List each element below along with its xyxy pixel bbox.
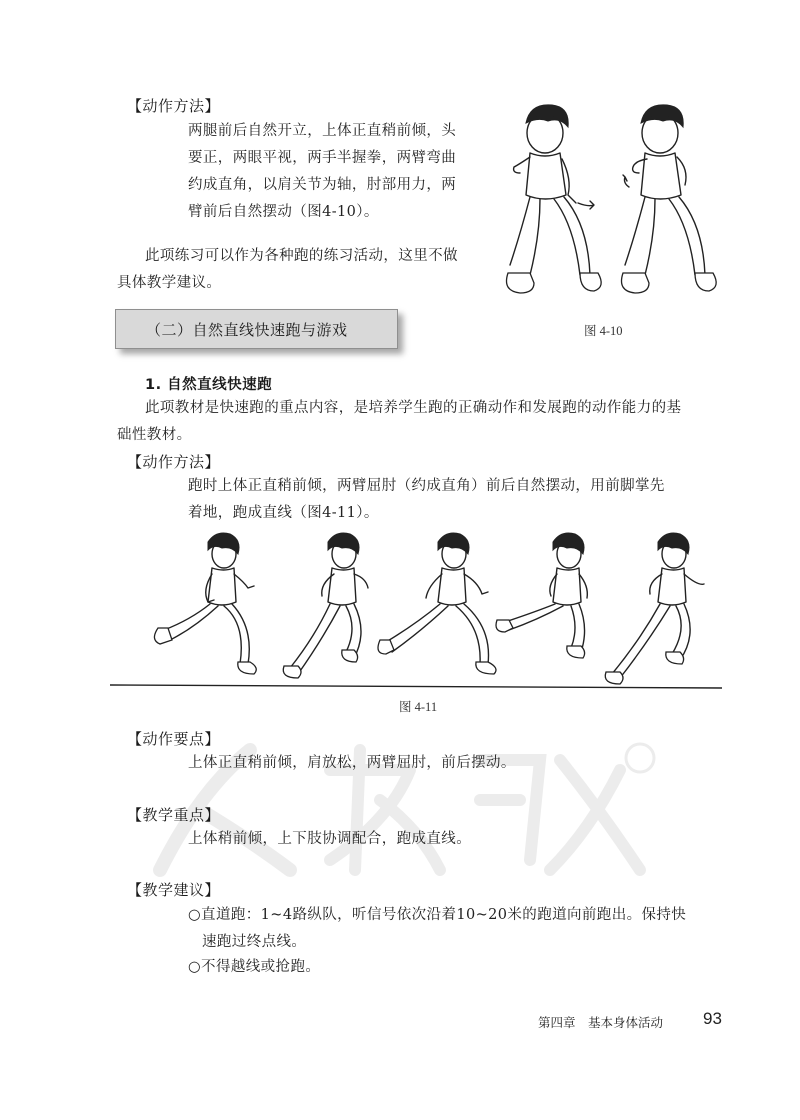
chapter-footer: 第四章 基本身体活动 bbox=[538, 1015, 664, 1030]
method-heading-run: 【动作方法】 bbox=[127, 453, 221, 471]
teaching-focus-heading: 【教学重点】 bbox=[127, 806, 221, 824]
section-title-box: （二）自然直线快速跑与游戏 bbox=[115, 309, 398, 349]
subsection-intro bbox=[117, 395, 737, 449]
standing-child-1 bbox=[507, 105, 602, 293]
text-line: 此项教材是快速跑的重点内容，是培养学生跑的正确动作和发展跑的动作能力的基 bbox=[145, 400, 682, 416]
note-paragraph bbox=[117, 243, 487, 297]
text-line: 速跑过终点线。 bbox=[202, 934, 307, 950]
runner-3 bbox=[378, 533, 496, 674]
ground-line bbox=[110, 685, 722, 688]
text-line: 具体教学建议。 bbox=[117, 275, 222, 291]
method-heading-top: 【动作方法】 bbox=[127, 97, 221, 115]
key-points-text: 上体正直稍前倾，肩放松，两臂屈肘，前后摆动。 bbox=[188, 755, 516, 771]
runner-4 bbox=[496, 533, 587, 658]
text-line: 要正，两眼平视，两手半握拳，两臂弯曲 bbox=[188, 150, 457, 166]
runner-1 bbox=[154, 533, 256, 674]
page-number: 93 bbox=[703, 1009, 722, 1028]
key-points-heading: 【动作要点】 bbox=[127, 730, 221, 748]
text-line: ○直道跑：1~4路纵队，听信号依次沿着10~20米的跑道向前跑出。保持快 bbox=[188, 907, 687, 923]
text-line: 着地，跑成直线（图4-11）。 bbox=[188, 505, 379, 521]
figure-4-10-caption: 图 4-10 bbox=[584, 324, 623, 338]
figure-4-11-running-sequence-illustration bbox=[110, 528, 725, 693]
text-line: 跑时上体正直稍前倾，两臂屈肘（约成直角）前后自然摆动，用前脚掌先 bbox=[188, 478, 665, 494]
standing-child-2 bbox=[622, 105, 717, 293]
teaching-suggestions-heading: 【教学建议】 bbox=[127, 881, 221, 899]
text-line: 础性教材。 bbox=[117, 427, 192, 443]
figure-4-10-arm-swing-illustration bbox=[490, 95, 725, 315]
text-line: 约成直角，以肩关节为轴，肘部用力，两 bbox=[188, 177, 457, 193]
runner-5 bbox=[605, 533, 704, 684]
teaching-suggestion-item-2: ○不得越线或抢跑。 bbox=[188, 959, 321, 975]
teaching-focus-text: 上体稍前倾，上下肢协调配合，跑成直线。 bbox=[188, 831, 472, 847]
method-paragraph-top bbox=[188, 118, 488, 226]
teaching-suggestion-item-1 bbox=[188, 902, 738, 956]
subsection-title: 1. 自然直线快速跑 bbox=[145, 377, 273, 393]
text-line: 两腿前后自然开立，上体正直稍前倾，头 bbox=[188, 123, 457, 139]
figure-4-11-caption: 图 4-11 bbox=[399, 700, 438, 714]
text-line: 臂前后自然摆动（图4-10）。 bbox=[188, 204, 379, 220]
text-line: 此项练习可以作为各种跑的练习活动，这里不做 bbox=[145, 248, 458, 264]
runner-2 bbox=[283, 533, 368, 678]
method-paragraph-run bbox=[188, 473, 748, 527]
